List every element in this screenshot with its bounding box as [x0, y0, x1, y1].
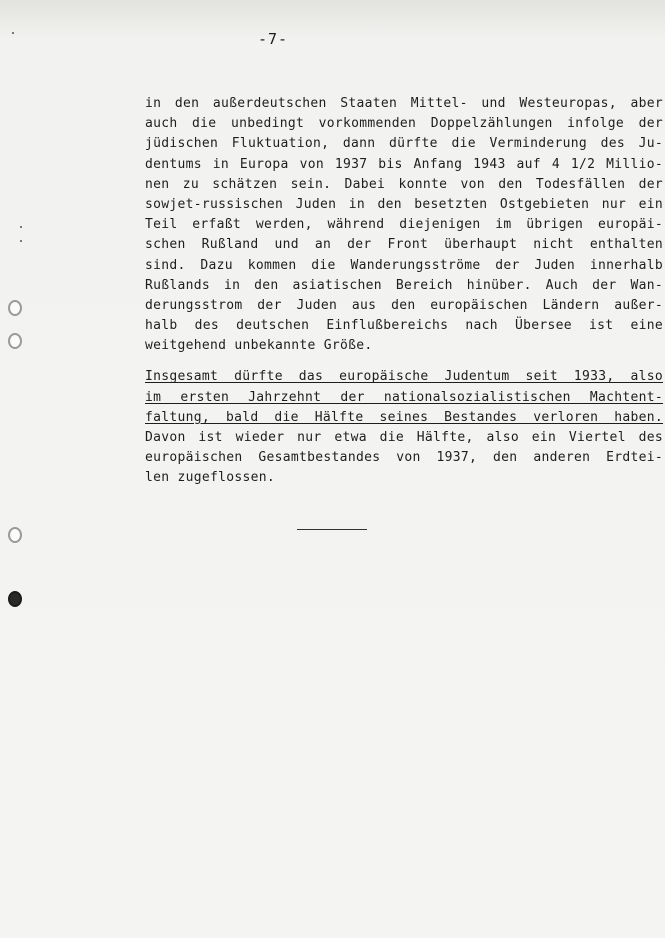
end-rule	[297, 529, 367, 530]
text-line: Rußlands in den asiatischen Bereich hinüber. Auch der Wan-	[145, 277, 663, 293]
text-line: Teil erfaßt werden, während diejenigen im übrigen europäi-	[145, 217, 663, 233]
paragraph-1	[145, 94, 663, 356]
text-line: halb des deutschen Einflußbereichs nach Übersee ist eine	[145, 318, 663, 334]
text-line: europäischen Gesamtbestandes von 1937, den anderen Erdtei-	[145, 450, 663, 466]
punch-hole	[8, 300, 22, 316]
underlined-text-line: Insgesamt dürfte das europäische Judentum seit 1933, also	[145, 369, 663, 385]
underlined-text-line: faltung, bald die Hälfte seines Bestandes verloren haben.	[145, 409, 663, 425]
margin-speck	[20, 226, 22, 228]
text-line: dentums in Europa von 1937 bis Anfang 1943 auf 4 1/2 Millio-	[145, 156, 663, 172]
text-line: sowjet-russischen Juden in den besetzten Ostgebieten nur ein	[145, 196, 663, 212]
text-line: weitgehend unbekannte Größe.	[145, 338, 373, 354]
paragraph-2	[145, 367, 663, 488]
text-line: sind. Dazu kommen die Wanderungsströme der Juden innerhalb	[145, 257, 663, 273]
margin-speck	[12, 32, 14, 34]
page-number: -7-	[258, 30, 289, 48]
underlined-text-line: im ersten Jahrzehnt der nationalsozialistischen Machtent-	[145, 389, 663, 405]
punch-hole	[8, 333, 22, 349]
margin-speck	[20, 240, 22, 242]
text-line: derungsstrom der Juden aus den europäischen Ländern außer-	[145, 297, 663, 313]
text-line: schen Rußland und an der Front überhaupt nicht enthalten	[145, 237, 663, 253]
punch-hole	[8, 527, 22, 543]
text-line: Davon ist wieder nur etwa die Hälfte, also ein Viertel des	[145, 430, 663, 445]
text-line: in den außerdeutschen Staaten Mittel- und Westeuropas, aber	[145, 96, 663, 111]
text-line: len zugeflossen.	[145, 470, 276, 486]
punch-hole	[8, 591, 22, 607]
text-line: nen zu schätzen sein. Dabei konnte von den Todesfällen der	[145, 176, 663, 192]
body-text	[145, 94, 663, 489]
text-line: jüdischen Fluktuation, dann dürfte die Verminderung des Ju-	[145, 136, 663, 152]
text-line: auch die unbedingt vorkommenden Doppelzählungen infolge der	[145, 116, 663, 132]
